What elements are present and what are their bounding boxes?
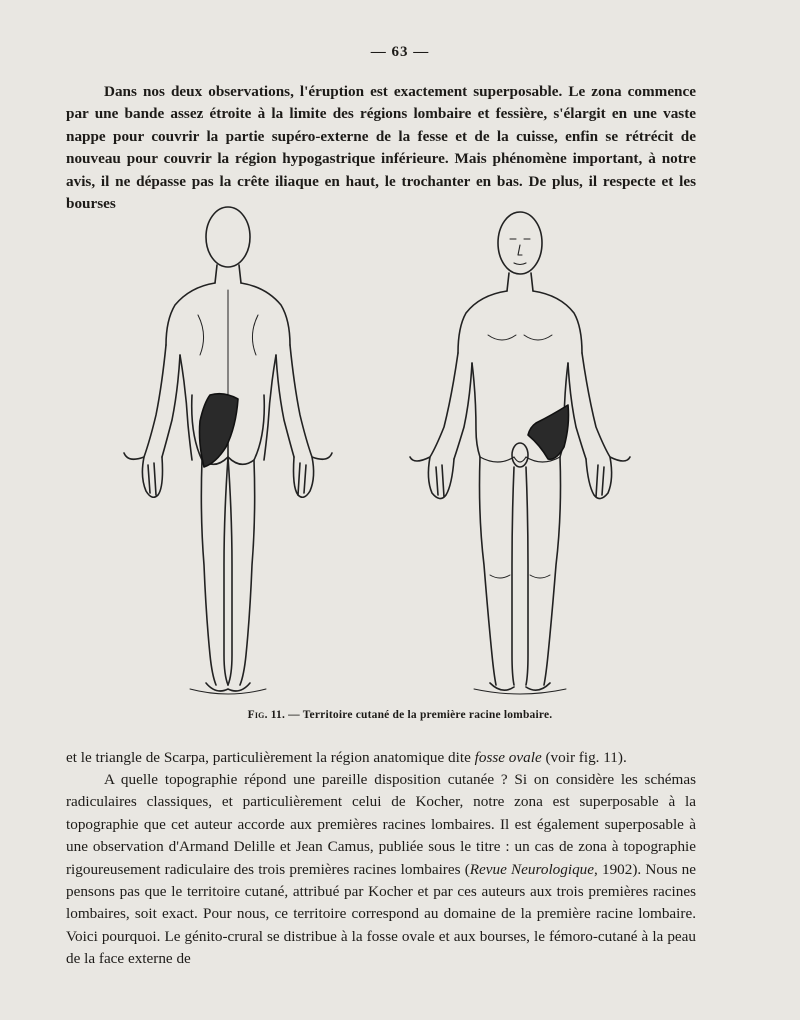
figure-caption	[0, 709, 800, 721]
paragraph-continuation	[66, 747, 696, 769]
p3-start: A quelle topographie répond une pareille disposition cutanée ? Si on considère les schémas radiculaires classiques, et particulièrement celui de Kocher, notre zona est superposable à la topographie que cet auteur accorde aux premières racines lombaires. Il est également superposable à une observation d'Armand Delille et Jean Camus, publiée sous le titre : un cas de zona à topographie rigoureusement radiculaire des trois premières racines lombaires (	[66, 771, 696, 878]
p2-italic: fosse ovale	[474, 749, 542, 766]
figure-label: Fig. 11.	[247, 709, 286, 721]
front-view-figure	[410, 212, 630, 694]
back-view-figure	[124, 207, 332, 694]
p2-end: (voir fig. 11).	[541, 749, 627, 766]
body-diagram-svg	[120, 195, 665, 700]
p3-italic: Revue Neurologique	[469, 860, 595, 878]
figure-11-illustration	[120, 195, 665, 700]
page-number: — 63 —	[370, 44, 430, 60]
figure-caption-text: — Territoire cutané de la première racine lombaire.	[285, 709, 553, 721]
back-shaded-zone	[200, 394, 239, 467]
paragraph-topography	[66, 769, 696, 971]
paragraph-intro: Dans nos deux observations, l'éruption est exactement superposable. Le zona commence par une bande assez étroite à la limite des régions lombaire et fessière, s'élargit en une vaste nappe pour couvrir la partie supéro-externe de la fesse et de la cuisse, enfin se rétrécit de nouveau pour couvrir la région hypogastrique inférieure. Mais phénomène important, à notre avis, il ne dépasse pas la crête iliaque en haut, le trochanter en bas. De plus, il respecte et les bourses	[66, 83, 696, 213]
p2-start: et le triangle de Scarpa, particulièrement la région anatomique dite	[66, 749, 475, 766]
p3-end: , 1902). Nous ne pensons pas que le territoire cutané, attribué par Kocher et par ces auteurs aux trois premières racines lombaires, soit exact. Pour nous, ce territoire correspond au domaine de la première racine lombaire. Voici pourquoi. Le génito-crural se distribue à la fosse ovale et aux bourses, le fémoro-cutané à la peau de la face externe de	[66, 860, 696, 968]
